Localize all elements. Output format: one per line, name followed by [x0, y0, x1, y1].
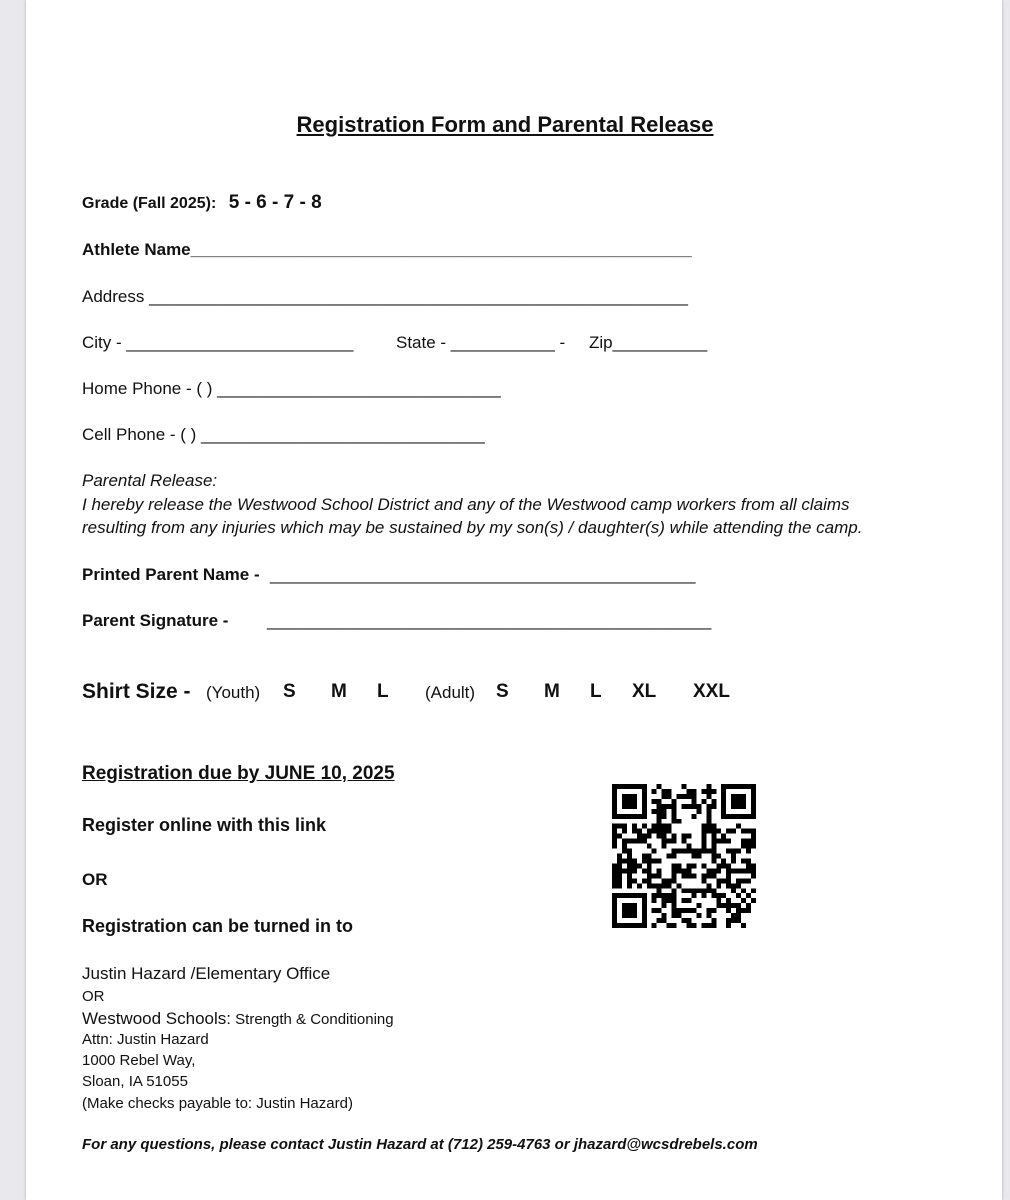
youth-label: (Youth)	[206, 683, 261, 702]
adult-label: (Adult)	[425, 683, 476, 702]
cell-phone-field[interactable]: Cell Phone - ( ) ______________________________	[82, 425, 485, 444]
adult-size-m[interactable]: M	[544, 681, 560, 702]
grade-row	[82, 192, 322, 214]
city-field[interactable]: City - ________________________	[82, 333, 354, 352]
adult-size-s[interactable]: S	[496, 681, 509, 702]
release-text-line1: I hereby release the Westwood School District and any of the Westwood camp workers from all claims	[82, 495, 850, 514]
printed-parent-name-field[interactable]: _____________________________________________	[270, 565, 696, 584]
athlete-name-field[interactable]: Athlete Name_____________________________________________________	[82, 240, 692, 259]
address-attn: Attn: Justin Hazard	[82, 1031, 209, 1048]
address-line-office: Justin Hazard /Elementary Office	[82, 964, 331, 983]
youth-size-s[interactable]: S	[283, 681, 296, 702]
contact-line: For any questions, please contact Justin Hazard at (712) 259-4763 or jhazard@wcsdrebels.com	[82, 1136, 758, 1153]
shirt-size-label: Shirt Size -	[82, 680, 191, 703]
qr-code[interactable]	[612, 784, 756, 928]
parent-signature-label: Parent Signature -	[82, 611, 229, 630]
printed-parent-name-label: Printed Parent Name -	[82, 565, 260, 584]
adult-size-xxl[interactable]: XXL	[693, 681, 730, 702]
schools-name: Westwood Schools:	[82, 1009, 231, 1028]
release-heading: Parental Release:	[82, 471, 218, 490]
address-line-schools	[82, 1009, 394, 1029]
or-separator: OR	[82, 870, 108, 889]
checks-payable-note: (Make checks payable to: Justin Hazard)	[82, 1095, 353, 1112]
registration-due-heading: Registration due by JUNE 10, 2025	[82, 763, 395, 784]
register-online-text: Register online with this link	[82, 815, 327, 835]
form-title: Registration Form and Parental Release	[296, 112, 714, 137]
zip-field[interactable]: Zip__________	[589, 333, 708, 352]
youth-size-m[interactable]: M	[331, 681, 347, 702]
parent-signature-field[interactable]: _______________________________________________	[267, 611, 712, 630]
schools-dept: Strength & Conditioning	[230, 1011, 394, 1028]
home-phone-field[interactable]: Home Phone - ( ) ______________________________	[82, 379, 501, 398]
adult-size-xl[interactable]: XL	[632, 681, 657, 702]
youth-size-l[interactable]: L	[377, 681, 389, 702]
address-or: OR	[82, 988, 105, 1005]
address-street: 1000 Rebel Way,	[82, 1052, 196, 1069]
release-text-line2: resulting from any injuries which may be sustained by my son(s) / daughter(s) while attending the camp.	[82, 518, 863, 537]
adult-size-l[interactable]: L	[590, 681, 602, 702]
address-field[interactable]: Address _________________________________________________________	[82, 287, 688, 306]
grade-label: Grade (Fall 2025):	[82, 195, 217, 212]
address-city: Sloan, IA 51055	[82, 1073, 188, 1090]
state-field[interactable]: State - ___________ -	[396, 333, 566, 352]
grade-options[interactable]: 5 - 6 - 7 - 8	[228, 192, 322, 213]
turned-in-heading: Registration can be turned in to	[82, 916, 354, 936]
